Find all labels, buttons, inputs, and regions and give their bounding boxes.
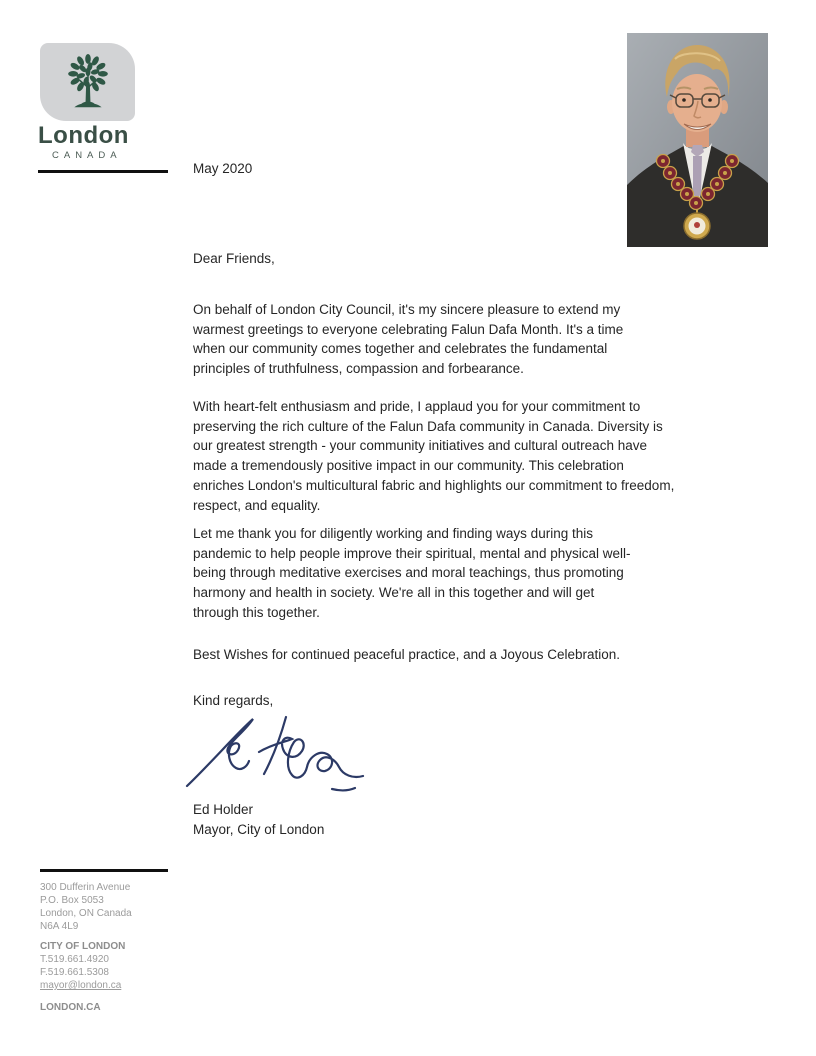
letter-date: May 2020 <box>193 161 253 176</box>
footer-org-name: CITY OF LONDON <box>40 941 126 952</box>
valediction: Kind regards, <box>193 693 274 708</box>
text-line: when our community comes together and celebrates the fundamental <box>193 341 608 357</box>
text-line: principles of truthfulness, compassion and forbearance. <box>193 361 524 377</box>
text-line: warmest greetings to everyone celebrating Falun Dafa Month. It's a time <box>193 321 624 337</box>
logo-divider <box>38 170 168 173</box>
footer-email-link[interactable]: mayor@london.ca <box>40 980 122 991</box>
handwritten-signature <box>182 710 378 800</box>
salutation: Dear Friends, <box>193 251 275 266</box>
text-line: On behalf of London City Council, it's my sincere pleasure to extend my <box>193 302 621 317</box>
text-line: made a tremendously positive impact in our community. This celebration <box>193 458 624 474</box>
city-logo-badge <box>40 43 135 121</box>
footer-phone: T.519.661.4920 <box>40 954 109 965</box>
text-line: With heart-felt enthusiasm and pride, I applaud you for your commitment to <box>193 399 641 414</box>
logo-wordmark: London <box>38 122 129 149</box>
paragraph-1 <box>193 300 623 379</box>
text-line: respect, and equality. <box>193 497 321 513</box>
footer-divider <box>40 869 168 872</box>
address-line: P.O. Box 5053 <box>40 895 104 906</box>
address-line: London, ON Canada <box>40 908 132 919</box>
footer-fax: F.519.661.5308 <box>40 967 109 978</box>
text-line: pandemic to help people improve their spiritual, mental and physical well- <box>193 545 631 561</box>
address-line: 300 Dufferin Avenue <box>40 882 131 893</box>
text-line: being through meditative exercises and moral teachings, thus promoting <box>193 565 624 581</box>
text-line: our greatest strength - your community initiatives and cultural outreach have <box>193 438 647 454</box>
signer-title: Mayor, City of London <box>193 822 325 837</box>
paragraph-2 <box>193 397 674 515</box>
text-line: harmony and health in society. We're all in this together and will get <box>193 585 595 601</box>
footer-website: LONDON.CA <box>40 1002 101 1013</box>
text-line: Let me thank you for diligently working and finding ways during this <box>193 526 593 541</box>
text-line: enriches London's multicultural fabric and highlights our commitment to freedom, <box>193 477 675 493</box>
mayor-portrait-photo <box>627 33 768 247</box>
footer-contact-block <box>40 881 132 1014</box>
logo-country-label: CANADA <box>52 150 122 161</box>
text-line: preserving the rich culture of the Falun Dafa community in Canada. Diversity is <box>193 418 663 434</box>
tree-icon <box>57 47 119 118</box>
paragraph-3 <box>193 524 630 623</box>
closing-wish: Best Wishes for continued peaceful practice, and a Joyous Celebration. <box>193 647 620 662</box>
signer-name: Ed Holder <box>193 802 254 817</box>
text-line: through this together. <box>193 604 320 620</box>
address-line: N6A 4L9 <box>40 921 79 932</box>
